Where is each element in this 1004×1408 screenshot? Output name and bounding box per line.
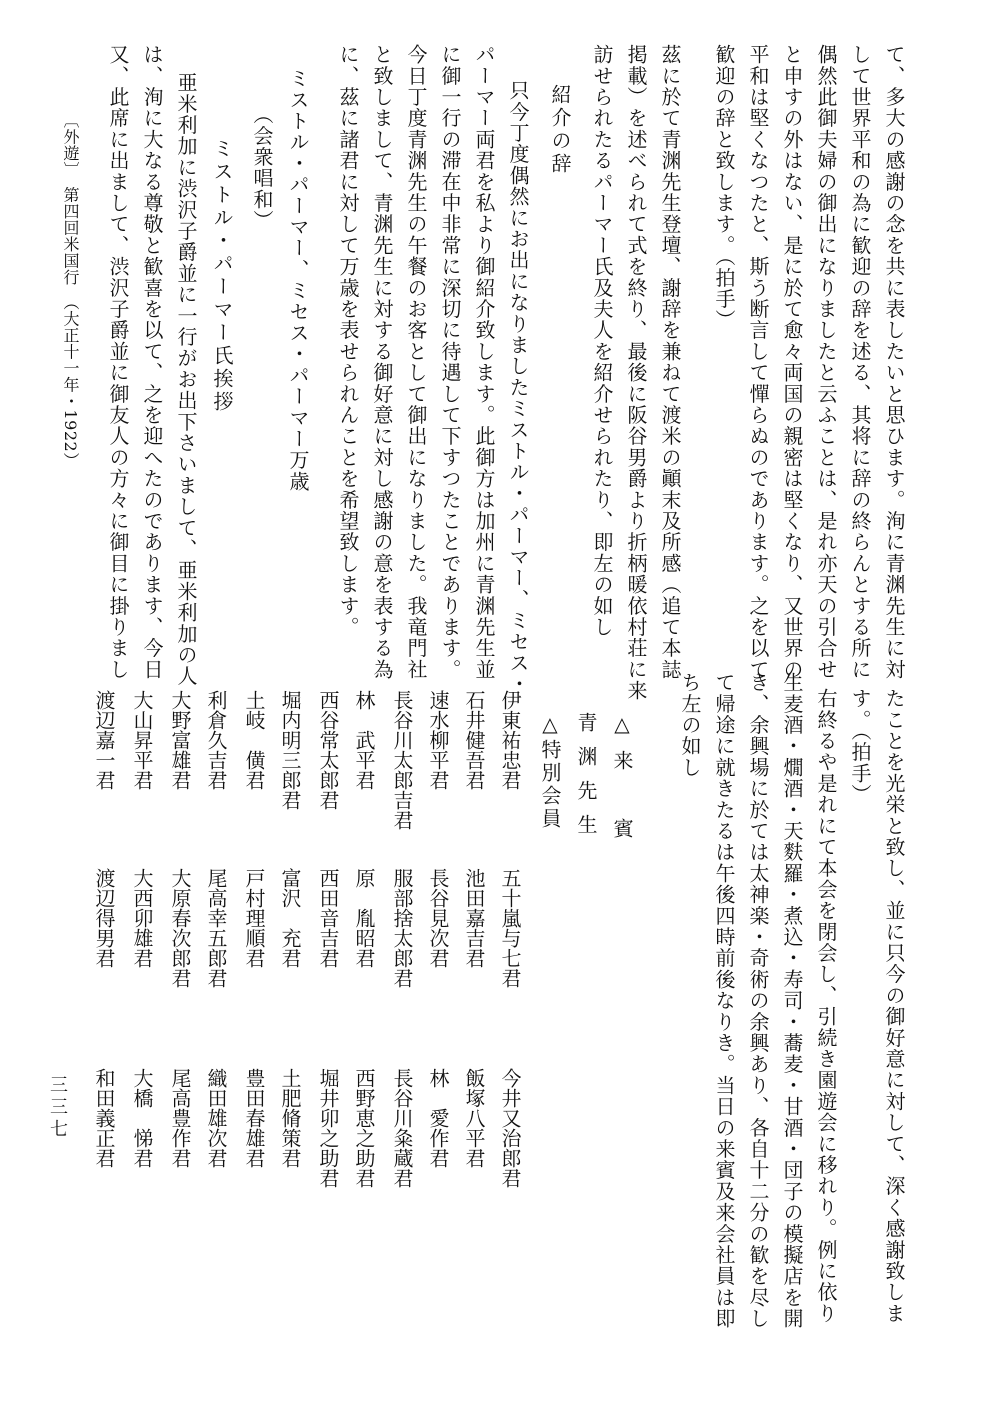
text-column: と申すの外はない、是に於て愈々両国の親密は堅くなり、又世界の xyxy=(780,44,804,680)
member-name: 和田義正君 xyxy=(92,1068,116,1168)
running-head: 〔外遊〕 第四回米国行 （大正十一年・1922） xyxy=(61,112,80,469)
member-name: 五十嵐与七君 xyxy=(498,868,522,988)
member-name: 石井健吾君 xyxy=(462,690,486,790)
text-column: （会衆唱和） xyxy=(250,104,274,232)
text-column: たことを光栄と致し、並に只今の御好意に対して、深く感謝致しま xyxy=(882,688,906,1324)
member-name: 織田雄次君 xyxy=(204,1068,228,1168)
text-column: す。（拍手） xyxy=(848,688,872,806)
text-column: 歓迎の辞と致します。（拍手） xyxy=(712,44,736,331)
member-name: 渡辺嘉一君 xyxy=(92,690,116,790)
section-heading: 紹介の辞 xyxy=(548,84,572,176)
member-name: 西谷常太郎君 xyxy=(316,690,340,810)
member-name: 林 武平君 xyxy=(352,690,376,790)
text-column: ミストル・パーマー、ミセス・パーマー万歳 xyxy=(286,68,310,492)
member-name: 西野恵之助君 xyxy=(352,1068,376,1188)
guest-heading: △来 賓 xyxy=(610,712,634,852)
text-column: に、茲に諸君に対して万歳を表せられんことを希望致します。 xyxy=(336,44,360,638)
member-name: 土肥脩策君 xyxy=(278,1068,302,1168)
text-column: ち左の如し xyxy=(678,672,702,778)
text-column: 掲載）を述べられて式を終り、最後に阪谷男爵より折柄暖依村荘に来 xyxy=(624,44,648,702)
text-column: は、洵に大なる尊敬と歓喜を以て、之を迎へたのであります、今日 xyxy=(140,44,164,680)
text-column: 右終るや是れにて本会を閉会し、引続き園遊会に移れり。例に依り xyxy=(814,688,838,1324)
member-name: 大原春次郎君 xyxy=(168,868,192,988)
member-name: 長谷川太郎吉君 xyxy=(390,690,414,830)
guest-name: 青渊先生 xyxy=(574,712,598,848)
member-name: 大野富雄君 xyxy=(168,690,192,790)
text-column: て、多大の感謝の念を共に表したいと思ひます。洵に青渊先生に対 xyxy=(882,44,906,680)
section-heading: ミストル・パーマー氏挨拶 xyxy=(210,138,234,414)
member-name: 林 愛作君 xyxy=(426,1068,450,1168)
text-column: に御一行の滞在中非常に深切に待遇して下すつたことであります。 xyxy=(438,44,462,680)
member-name: 伊東祐忠君 xyxy=(498,690,522,790)
text-column: 平和は堅くなつたと、斯う断言して憚らぬのであります。之を以て xyxy=(746,44,770,680)
member-name: 池田嘉吉君 xyxy=(462,868,486,968)
page-number: 三三七 xyxy=(47,1075,68,1141)
member-name: 飯塚八平君 xyxy=(462,1068,486,1168)
member-name: 大橋 悌君 xyxy=(130,1068,154,1168)
member-name: 利倉久吉君 xyxy=(204,690,228,790)
member-name: 大山昇平君 xyxy=(130,690,154,790)
member-name: 原 胤昭君 xyxy=(352,868,376,968)
member-name: 今井又治郎君 xyxy=(498,1068,522,1188)
member-name: 尾高幸五郎君 xyxy=(204,868,228,988)
member-name: 堀井卯之助君 xyxy=(316,1068,340,1188)
member-name: 長谷見次君 xyxy=(426,868,450,968)
text-column: き、余興場に於ては太神楽・奇術の余興あり、各自十二分の歓を尽し xyxy=(746,672,770,1330)
member-name: 豊田春雄君 xyxy=(242,1068,266,1168)
member-name: 速水柳平君 xyxy=(426,690,450,790)
text-column: パーマー両君を私より御紹介致します。此御方は加州に青渊先生並 xyxy=(472,44,496,680)
text-column: 茲に於て青渊先生登壇、謝辞を兼ねて渡米の顚末及所感（追て本誌 xyxy=(658,44,682,680)
text-column: 訪せられたるパーマー氏及夫人を紹介せられたり、即左の如し xyxy=(590,44,614,638)
special-member-heading: △特別会員 xyxy=(538,712,562,831)
text-column: 偶然此御夫婦の御出になりましたと云ふことは、是れ亦天の引合せ xyxy=(814,44,838,680)
text-column: と致しまして、青渊先生に対する御好意に対し感謝の意を表する為 xyxy=(370,44,394,681)
text-column: 只今丁度偶然にお出になりましたミストル・パーマー、ミセス・ xyxy=(506,80,530,695)
member-name: 服部捨太郎君 xyxy=(390,868,414,988)
member-name: 西田音吉君 xyxy=(316,868,340,968)
member-name: 富沢 充君 xyxy=(278,868,302,968)
member-name: 土岐 僙君 xyxy=(242,690,266,790)
text-column: て帰途に就きたるは午後四時前後なりき。当日の来賓及来会社員は即 xyxy=(712,672,736,1330)
member-name: 渡辺得男君 xyxy=(92,868,116,968)
member-name: 大西卯雄君 xyxy=(130,868,154,968)
text-column: 又、此席に出まして、渋沢子爵並に御友人の方々に御目に掛りまし xyxy=(106,44,130,680)
text-column: 亜米利加に渋沢子爵並に一行がお出下さいまして、亜米利加の人 xyxy=(174,72,198,687)
text-column: して世界平和の為に歓迎の辞を述る、其将に辞の終らんとする所に xyxy=(848,44,872,681)
text-column: 生麦酒・燗酒・天麩羅・煮込・寿司・蕎麦・甘酒・団子の模擬店を開 xyxy=(780,672,804,1330)
member-name: 堀内明三郎君 xyxy=(278,690,302,810)
text-column: 今日丁度青渊先生の午餐のお客として御出になりました。我竜門社 xyxy=(404,44,428,680)
member-name: 長谷川粂蔵君 xyxy=(390,1068,414,1188)
member-name: 尾高豊作君 xyxy=(168,1068,192,1168)
member-name: 戸村理順君 xyxy=(242,868,266,968)
